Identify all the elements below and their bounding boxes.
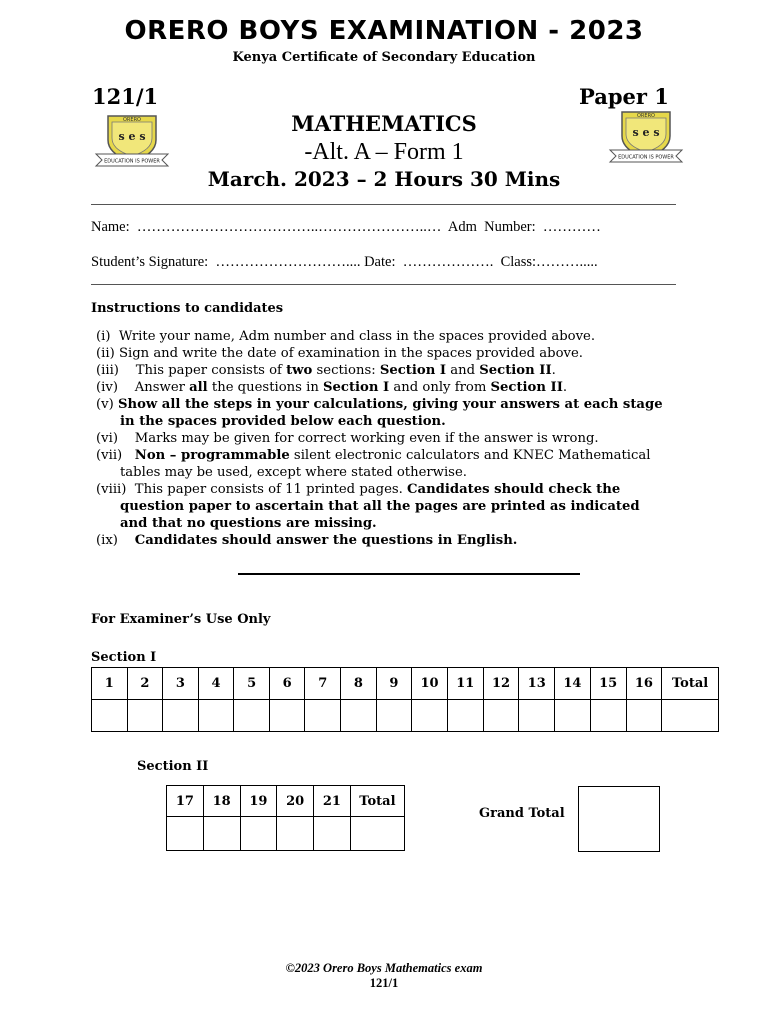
logo-initials: s e s [632, 126, 660, 139]
instructions-end-rule [238, 573, 580, 575]
marks-entry-cell[interactable] [555, 700, 591, 732]
marks-entry-cell[interactable] [447, 700, 483, 732]
instruction-item-continued: tables may be used, except where stated otherwise. [120, 465, 467, 480]
examiner-heading: For Examiner’s Use Only [91, 612, 271, 627]
instruction-item-continued: and that no questions are missing. [120, 516, 377, 531]
marks-header-cell: 21 [314, 786, 351, 817]
marks-header-cell: 18 [203, 786, 240, 817]
marks-header-cell: 5 [234, 668, 270, 700]
instruction-item-continued: question paper to ascertain that all the pages are printed as indicated [120, 499, 640, 514]
marks-entry-cell[interactable] [412, 700, 448, 732]
instruction-item: (vii) Non – programmable silent electronic calculators and KNEC Mathematical [96, 448, 651, 463]
fields-rule [91, 284, 676, 285]
exam-subtitle: Kenya Certificate of Secondary Education [232, 50, 536, 65]
exam-title: ORERO BOYS EXAMINATION - 2023 [124, 16, 644, 46]
signature-date-class-field[interactable]: Student’s Signature: ……………………….... Date: ………………. Class:………..... [91, 254, 598, 270]
marks-entry-cell[interactable] [163, 700, 199, 732]
marks-header-cell: 11 [447, 668, 483, 700]
marks-header-cell: 10 [412, 668, 448, 700]
marks-entry-cell[interactable] [167, 817, 204, 851]
marks-entry-cell[interactable] [483, 700, 519, 732]
footer-copyright: ©2023 Orero Boys Mathematics exam [285, 961, 483, 975]
section1-label: Section I [91, 650, 157, 665]
subject-title: MATHEMATICS [291, 111, 477, 136]
instruction-item: (i) Write your name, Adm number and class in the spaces provided above. [96, 329, 596, 344]
paper-code: 121/1 [92, 84, 159, 109]
marks-entry-cell[interactable] [662, 700, 719, 732]
grand-total-box[interactable] [578, 786, 660, 852]
grand-total-label: Grand Total [479, 806, 565, 821]
marks-header-cell: 1 [92, 668, 128, 700]
marks-header-cell: 12 [483, 668, 519, 700]
instruction-item: (viii) This paper consists of 11 printed pages. Candidates should check the [96, 482, 621, 497]
section2-label: Section II [137, 759, 209, 774]
instruction-item: (ii) Sign and write the date of examination in the spaces provided above. [96, 346, 583, 361]
instruction-item-continued: in the spaces provided below each question. [120, 414, 446, 429]
marks-header-cell: 6 [269, 668, 305, 700]
marks-entry-cell[interactable] [341, 700, 377, 732]
marks-entry-cell[interactable] [314, 817, 351, 851]
marks-header-cell: 2 [127, 668, 163, 700]
marks-header-cell: 14 [555, 668, 591, 700]
instruction-item: (v) Show all the steps in your calculations, giving your answers at each stage [96, 397, 663, 412]
marks-entry-cell[interactable] [127, 700, 163, 732]
marks-entry-cell[interactable] [269, 700, 305, 732]
marks-header-cell: Total [350, 786, 404, 817]
marks-header-cell: 17 [167, 786, 204, 817]
section1-marks-table [91, 667, 719, 732]
marks-entry-cell[interactable] [92, 700, 128, 732]
marks-entry-cell[interactable] [234, 700, 270, 732]
logo-top-text: ORERO [637, 113, 655, 119]
marks-entry-cell[interactable] [519, 700, 555, 732]
marks-header-cell: 4 [198, 668, 234, 700]
marks-header-cell: 9 [376, 668, 412, 700]
name-adm-field[interactable]: Name: ………………………………..…………………..… Adm Number: ………… [91, 219, 601, 235]
marks-header-cell: 3 [163, 668, 199, 700]
marks-header-cell: 7 [305, 668, 341, 700]
marks-entry-cell[interactable] [590, 700, 626, 732]
marks-entry-cell[interactable] [305, 700, 341, 732]
marks-header-cell: Total [662, 668, 719, 700]
logo-motto: EDUCATION IS POWER [618, 154, 674, 161]
instruction-item: (ix) Candidates should answer the questions in English. [96, 533, 518, 548]
marks-header-cell: 8 [341, 668, 377, 700]
logo-top-text: ORERO [123, 117, 141, 123]
marks-entry-cell[interactable] [240, 817, 277, 851]
marks-entry-cell[interactable] [198, 700, 234, 732]
instructions-list [96, 328, 696, 549]
section2-marks-table [166, 785, 405, 851]
marks-entry-cell[interactable] [203, 817, 240, 851]
instruction-item: (iv) Answer all the questions in Section I and only from Section II. [96, 380, 568, 395]
marks-entry-cell[interactable] [277, 817, 314, 851]
marks-entry-cell[interactable] [626, 700, 662, 732]
marks-header-cell: 19 [240, 786, 277, 817]
instruction-item: (iii) This paper consists of two sections: Section I and Section II. [96, 363, 556, 378]
marks-header-cell: 20 [277, 786, 314, 817]
top-rule [91, 204, 676, 205]
marks-header-cell: 15 [590, 668, 626, 700]
marks-entry-cell[interactable] [350, 817, 404, 851]
paper-number: Paper 1 [579, 84, 669, 109]
footer-code: 121/1 [369, 976, 399, 990]
instructions-heading: Instructions to candidates [91, 301, 284, 316]
marks-entry-cell[interactable] [376, 700, 412, 732]
marks-header-cell: 16 [626, 668, 662, 700]
logo-motto: EDUCATION IS POWER [104, 158, 160, 165]
logo-initials: s e s [118, 130, 146, 143]
marks-header-cell: 13 [519, 668, 555, 700]
exam-date-duration: March. 2023 – 2 Hours 30 Mins [207, 167, 561, 191]
instruction-item: (vi) Marks may be given for correct working even if the answer is wrong. [96, 431, 599, 446]
alt-form: -Alt. A – Form 1 [304, 139, 464, 165]
